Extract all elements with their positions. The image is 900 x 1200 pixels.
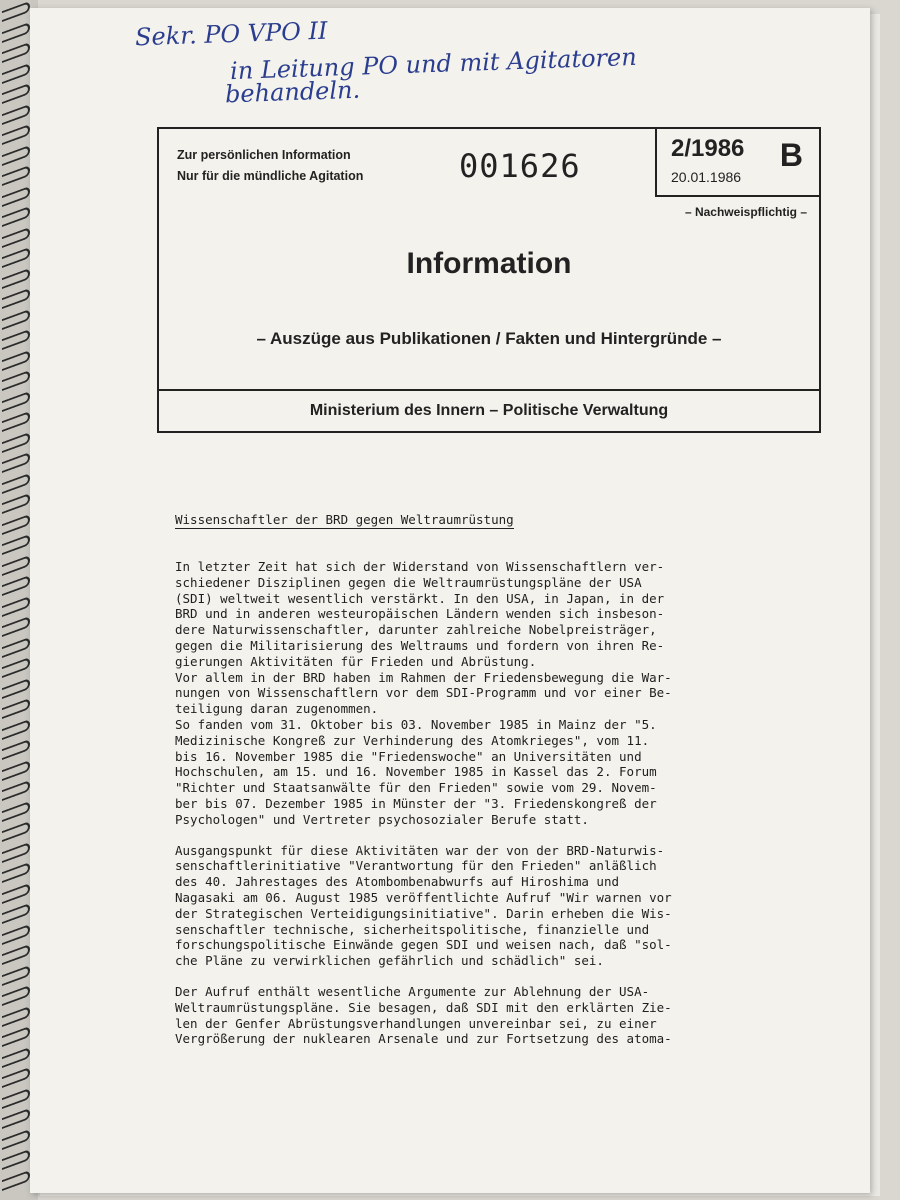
text-line: "Richter und Staatsanwälte für den Frieden" sowie vom 29. Novem- xyxy=(175,780,657,796)
binding-coil xyxy=(2,206,30,227)
header-box xyxy=(157,127,821,433)
binding-coil xyxy=(2,103,30,124)
text-line: Medizinische Kongreß zur Verhinderung des Atomkrieges", vom 11. xyxy=(175,732,650,748)
text-line: bis 16. November 1985 die "Friedenswoche" an Universitäten und xyxy=(175,748,642,764)
binding-coil xyxy=(2,534,30,555)
info-line-2: Nur für die mündliche Agitation xyxy=(177,169,364,183)
text-line: schiedener Disziplinen gegen die Weltraumrüstungspläne der USA xyxy=(175,574,642,590)
text-line: dere Naturwissenschaftler, darunter zahlreiche Nobelpreisträger, xyxy=(175,622,657,638)
text-line: In letzter Zeit hat sich der Widerstand von Wissenschaftlern ver- xyxy=(175,559,665,574)
text-line: senschaftler technische, sicherheitspolitische, finanzielle und xyxy=(175,921,650,937)
binding-coil xyxy=(2,923,30,944)
text-line: Vergrößerung der nuklearen Arsenale und zur Fortsetzung des atoma- xyxy=(175,1031,672,1047)
binding-coil xyxy=(2,288,30,309)
binding-coil xyxy=(2,1087,30,1108)
text-line: len der Genfer Abrüstungsverhandlungen unvereinbar sei, zu einer xyxy=(175,1015,657,1031)
text-line: Der Aufruf enthält wesentliche Argumente zur Ablehnung der USA- xyxy=(175,983,650,999)
binding-coil xyxy=(2,1128,30,1149)
binding-coil xyxy=(2,1149,30,1170)
text-line: Hochschulen, am 15. und 16. November 1985 in Kassel das 2. Forum xyxy=(175,764,657,780)
binding-coil xyxy=(2,1,30,22)
binding-coil xyxy=(2,575,30,596)
serial-number: 001626 xyxy=(459,147,581,185)
binding-coil xyxy=(2,944,30,965)
binding-coil xyxy=(2,636,30,657)
handwritten-note-line-2: in Leitung PO und mit Agitatoren xyxy=(229,42,638,86)
binding-coil xyxy=(2,329,30,350)
paragraph-2 xyxy=(175,843,815,969)
text-line: des 40. Jahrestages des Atombombenabwurfs auf Hiroshima und xyxy=(175,874,620,890)
binding-coil xyxy=(2,800,30,821)
binding-coil xyxy=(2,759,30,780)
binding-coil xyxy=(2,780,30,801)
text-line: So fanden vom 31. Oktober bis 03. November 1985 in Mainz der "5. xyxy=(175,716,657,732)
text-line: gegen die Militarisierung des Weltraums und fordern von ihren Re- xyxy=(175,637,665,653)
text-line: (SDI) weltweit wesentlich verstärkt. In den USA, in Japan, in der xyxy=(175,590,665,606)
binding-coil xyxy=(2,554,30,575)
binding-coil xyxy=(2,83,30,104)
handwritten-note-line-1: Sekr. PO VPO II xyxy=(134,16,328,52)
binding-coil xyxy=(2,308,30,329)
binding-coil xyxy=(2,1067,30,1088)
binding-coil xyxy=(2,718,30,739)
text-line: ber bis 07. Dezember 1985 in Münster der "3. Friedenskongreß der xyxy=(175,795,657,811)
binding-coil xyxy=(2,1005,30,1026)
binding-coil xyxy=(2,370,30,391)
text-line: che Pläne zu verwirklichen gefährlich und schädlich" sei. xyxy=(175,953,604,969)
binding-coil xyxy=(2,964,30,985)
binding-coil xyxy=(2,390,30,411)
binding-coil xyxy=(2,493,30,514)
distribution-note xyxy=(177,145,363,187)
binding-coil xyxy=(2,124,30,145)
series-letter: B xyxy=(779,137,803,173)
text-line: senschaftlerinitiative "Verantwortung für den Frieden" anläßlich xyxy=(175,858,657,874)
text-line: Vor allem in der BRD haben im Rahmen der Friedensbewegung die War- xyxy=(175,669,672,685)
binding-coil xyxy=(2,472,30,493)
issue-box xyxy=(655,129,819,197)
binding-coil xyxy=(2,165,30,186)
binding-coil xyxy=(2,1108,30,1129)
binding-coil xyxy=(2,349,30,370)
article-heading: Wissenschaftler der BRD gegen Weltraumrüstung xyxy=(175,512,514,527)
binding-coil xyxy=(2,862,30,883)
text-line: BRD und in anderen westeuropäischen Ländern wenden sich insbeson- xyxy=(175,606,665,622)
binding-coil xyxy=(2,1169,30,1190)
text-line: nungen von Wissenschaftlern vor dem SDI-Programm und vor einer Be- xyxy=(175,685,672,701)
text-line: gierungen Aktivitäten für Frieden und Abrüstung. xyxy=(175,653,537,669)
binding-coil xyxy=(2,841,30,862)
binding-coil xyxy=(2,513,30,534)
binding-coil xyxy=(2,903,30,924)
binding-coil xyxy=(2,1046,30,1067)
binding-coil xyxy=(2,595,30,616)
issue-date: 20.01.1986 xyxy=(671,169,742,185)
text-line: Psychologen" und Vertreter psychosozialer Berufe statt. xyxy=(175,811,589,827)
binding-coil xyxy=(2,185,30,206)
binding-coil xyxy=(2,42,30,63)
binding-coil xyxy=(2,431,30,452)
binding-coil xyxy=(2,657,30,678)
publisher-line: Ministerium des Innern – Politische Verwaltung xyxy=(159,389,819,433)
binding-coil xyxy=(2,882,30,903)
text-line: Ausgangspunkt für diese Aktivitäten war der von der BRD-Naturwis- xyxy=(175,842,665,858)
info-line-1: Zur persönlichen Information xyxy=(177,148,351,162)
binding-coil xyxy=(2,144,30,165)
article xyxy=(175,512,815,1062)
binding-coil xyxy=(2,739,30,760)
binding-coil xyxy=(2,267,30,288)
paragraph-3 xyxy=(175,984,815,1047)
text-line: forschungspolitische Einwände gegen SDI und weisen nach, daß "sol- xyxy=(175,937,672,953)
paragraph-1 xyxy=(175,559,815,828)
classification-label: – Nachweispflichtig – xyxy=(684,205,807,219)
issue-number: 2/1986 xyxy=(671,135,745,162)
binding-coil xyxy=(2,698,30,719)
binding-coil xyxy=(2,677,30,698)
binding-coil xyxy=(2,62,30,83)
binding-coil xyxy=(2,452,30,473)
text-line: Nagasaki am 06. August 1985 veröffentlichte Aufruf "Wir warnen vor xyxy=(175,889,672,905)
handwritten-note-line-3: behandeln. xyxy=(224,75,361,109)
text-line: der Strategischen Verteidigungsinitiative". Darin erheben die Wis- xyxy=(175,905,672,921)
binding-coil xyxy=(2,821,30,842)
text-line: teiligung daran zugenommen. xyxy=(175,701,379,717)
text-line: Weltraumrüstungspläne. Sie besagen, daß SDI mit den erklärten Zie- xyxy=(175,999,672,1015)
binding-coil xyxy=(2,21,30,42)
binding-coil xyxy=(2,226,30,247)
binding-coil xyxy=(2,985,30,1006)
binding-coil xyxy=(2,411,30,432)
document-title: Information xyxy=(406,247,572,280)
binding-coil xyxy=(2,616,30,637)
binding-coil xyxy=(2,1026,30,1047)
document-subtitle: – Auszüge aus Publikationen / Fakten und Hintergründe – xyxy=(256,329,722,348)
binding-coil xyxy=(2,247,30,268)
